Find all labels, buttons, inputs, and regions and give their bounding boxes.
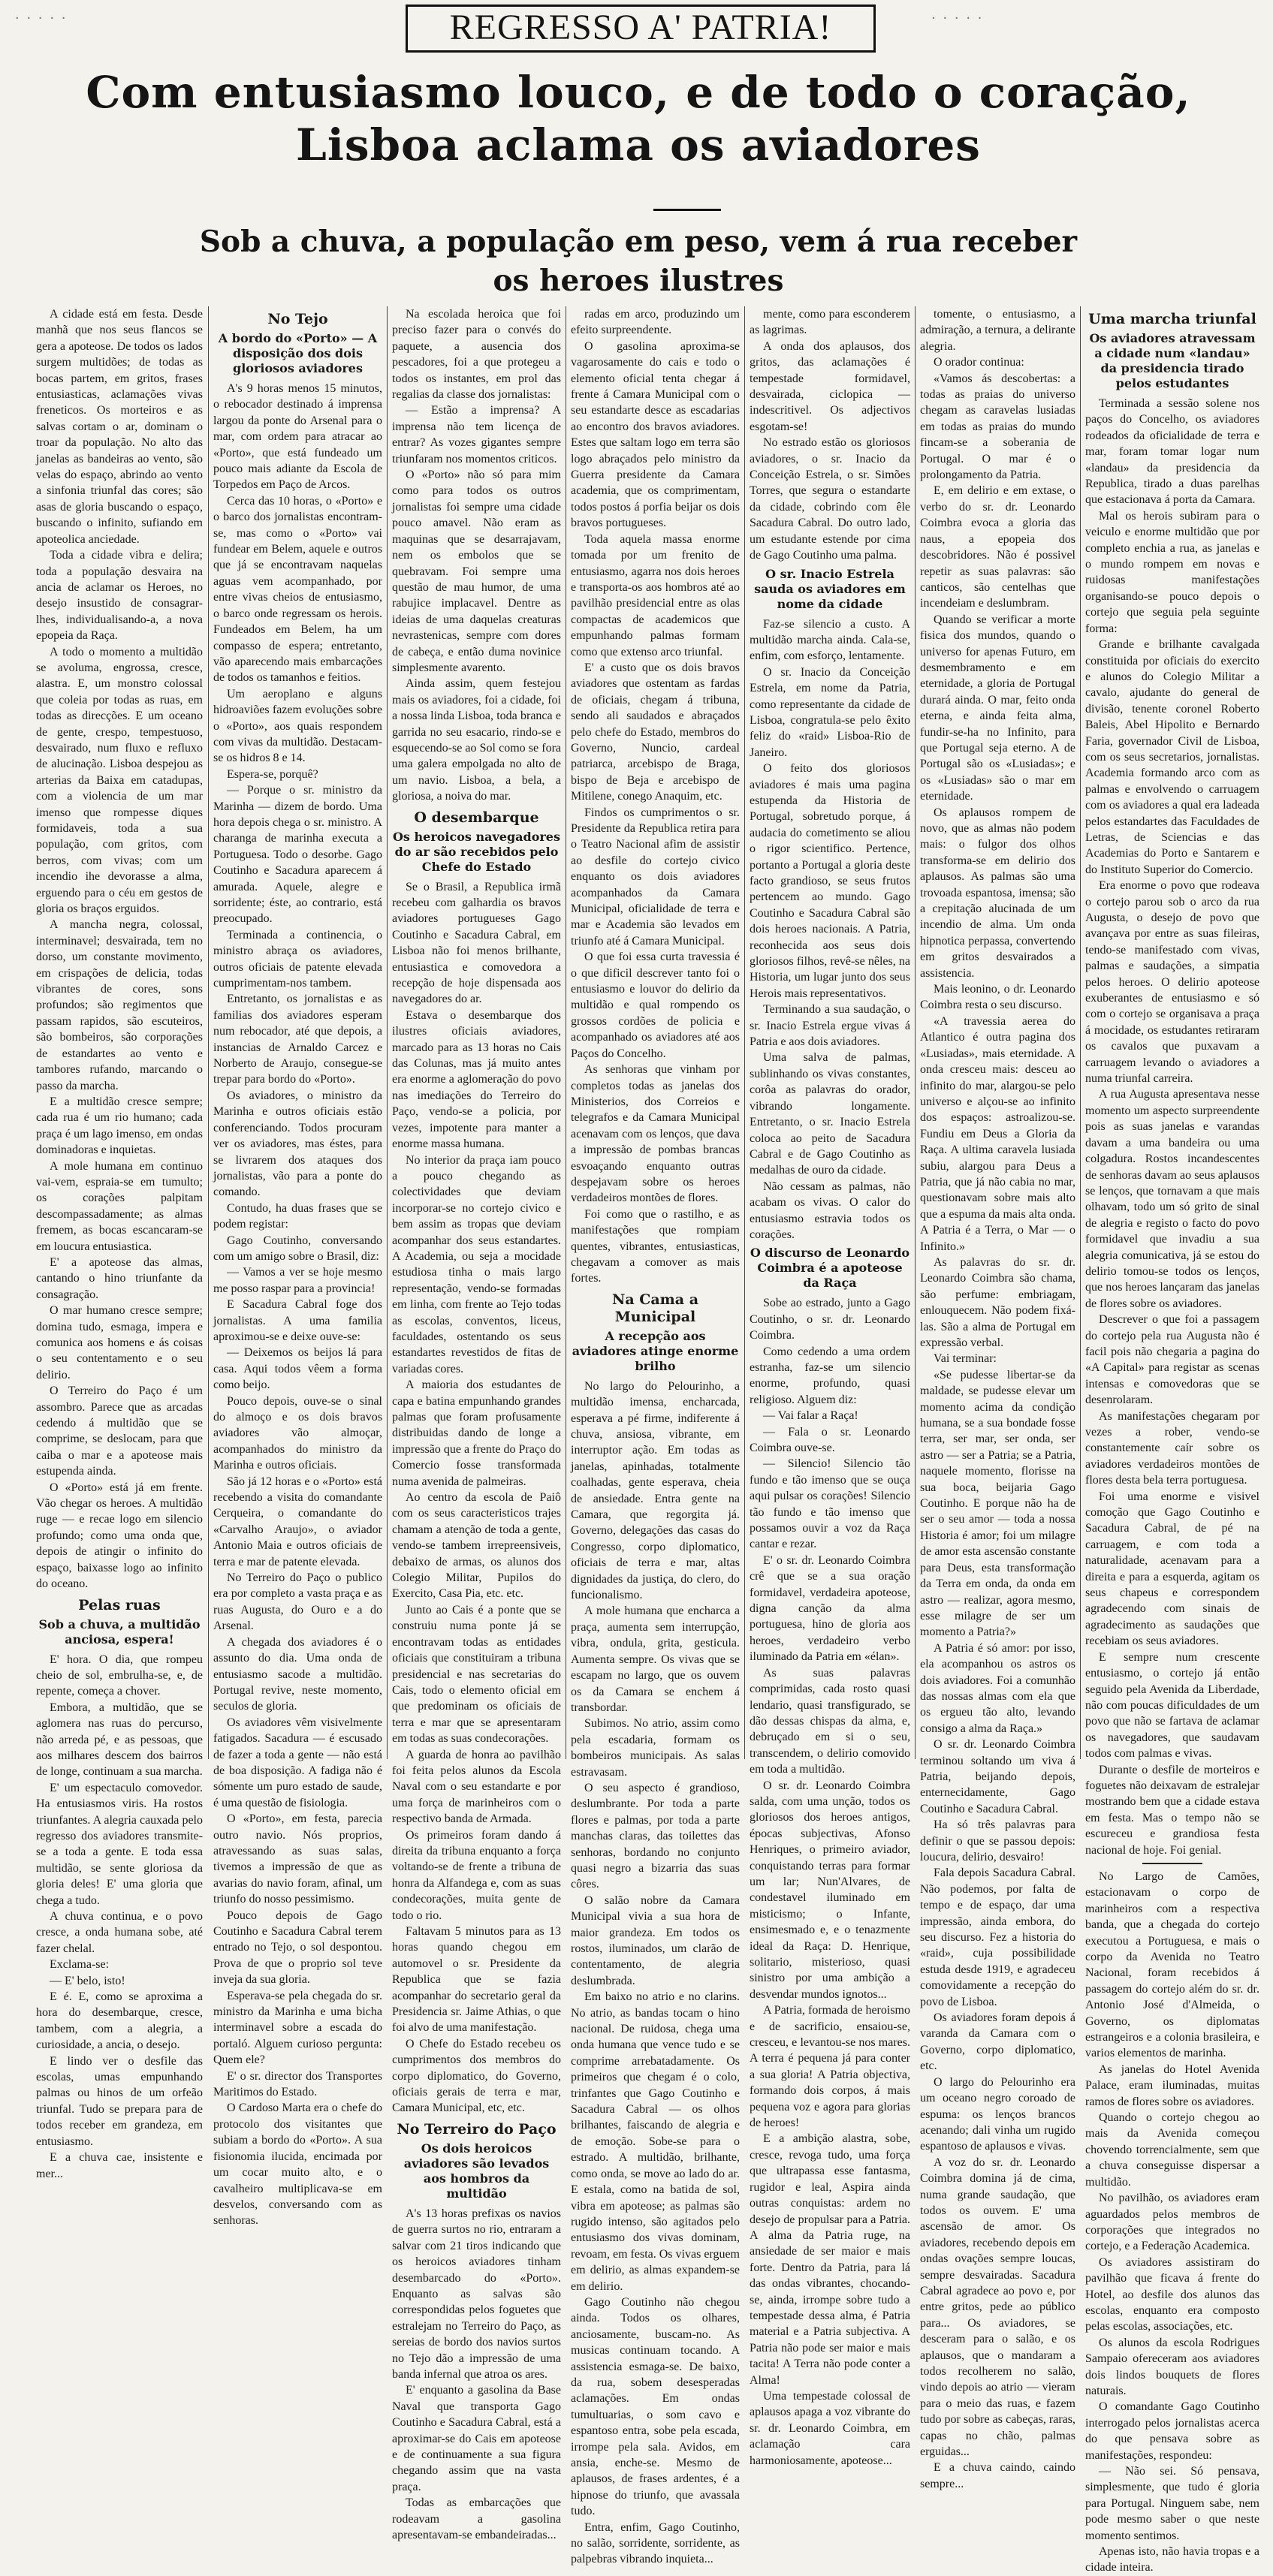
article-paragraph: A's 9 horas menos 15 minutos, o rebocador destinado á imprensa largou da ponte do Arsenal para o mar, com ordem para atracar ao «Porto», que está fundeado um pouco mais adiante da Escola de Torpedos em Paço de Arcos. <box>213 382 382 492</box>
article-paragraph: — Estão a imprensa? A imprensa não tem licença de entrar? As vozes gigantes sempre triunfaram nos momentos criticos. <box>392 404 561 465</box>
article-paragraph: São já 12 horas e o «Porto» está recebendo a visita do comandante Cerqueira, o comandante do «Carvalho Araujo», o aviador Antonio Maia e outros oficiais de terra e mar de patente elevada. <box>213 1475 382 1568</box>
section-heading: Pelas ruas <box>78 1596 161 1613</box>
article-paragraph: No estrado estão os gloriosos aviadores, o sr. Inacio da Conceição Estrela, o sr. Simões Torres, que segura o estandarte da cidade, cobrindo com êle Sacadura Cabral. Do outro lado, um estudante estende por cima de Gago Coutinho uma palma. <box>750 436 910 562</box>
article-paragraph: No largo do Pelourinho, a multidão imensa, encharcada, esperava a pé firme, indiferente á chuva, ansiosa, vibrante, em interruptor ação. Em todas as janelas, apinhadas, totalmente coalhadas, gente esperava, cheia de ansiedade. Entra gente na Camara, que regorgita já. Governo, delegações das casas do Congresso, corpo diplomatico, oficiais de terra e mar, altas dignidades da justiça, do clero, do funcionalismo. <box>571 1379 740 1602</box>
article-paragraph: O sr. dr. Leonardo Coimbra terminou soltando um viva á Patria, beijando depois, enternecidamente, Gago Coutinho e Sacadura Cabral. <box>920 1738 1075 1815</box>
article-paragraph: E' a apoteose das almas, cantando o hino triunfante da consagração. <box>36 1255 203 1301</box>
article-paragraph: Contudo, ha duas frases que se podem registar: <box>213 1201 382 1231</box>
article-paragraph: E a ambição alastra, sobe, cresce, revoga tudo, uma força que ultrapassa esse fantasma, rugidor e leal, Aspira ainda outras conquistas: ardem no desejo de propulsar para a Patria. A alma da Patria ruge, na ansiedade de ser maior e mais forte. Dentro da Patria, para lá das ondas vibrantes, chocando-se, ainda, irrompe sobre tudo a tempestade dessa alma, é Patria material e a Patria subjectiva. A Patria não pode ser maior e mais tacita! A Terra não pode conter a Alma! <box>750 2132 910 2387</box>
article-paragraph: E a multidão cresce sempre; cada rua é um rio humano; cada praça é um lago imenso, em ondas dominadoras e inquietas. <box>36 1095 203 1157</box>
article-paragraph: — E' belo, isto! <box>50 1974 125 1987</box>
article-paragraph: O comandante Gago Coutinho interrogado pelos jornalistas acerca do que pensava sobre as manifestações, respondeu: <box>1085 2400 1259 2462</box>
section-subheading: Os aviadores atravessam a cidade num «landau» da presidencia tirado pelos estudantes <box>1089 331 1256 390</box>
article-paragraph: «Se pudesse libertar-se da maldade, se pudesse elevar um momento acima da condição humana, se a sua bondade fosse terra, ser mar, ser onda, ser astro — ser a Patria; se a Patria, naquele momento, florisse na sua boca, beijaria Gago Coutinho. E porque não ha de ser o seu amor — toda a nossa Historia é amor; foi um milagre de amor esta ascensão constante para Deus, esta transformação da Terra em onda, da onda em astro — realizar, agora mesmo, esse milagre de ser um momento a Patria?» <box>920 1368 1075 1639</box>
article-paragraph: A todo o momento a multidão se avoluma, engrossa, cresce, alastra. E, um monstro colossal que coleia por todas as ruas, em todas as direcções. E um oceano de gente, crespo, tempestuoso, desvairado, num fluxo e refluxo de alucinação. Lisboa despejou as arterias da Baixa em catadupas, com a violencia de um mar imenso que rompesse diques formidaveis, toda a sua população, com gritos, com berros, com vivas; com um incendio ihe devorasse a alma, erguendo para o céu em gestos de gloria os braços erguidos. <box>36 645 203 916</box>
article-paragraph: Era enorme o povo que rodeava o cortejo parou sob o arco da rua Augusta, o desejo de povo que avançava por entre as suas fileiras, tendo-se manifestado com vivas, palmas e saudações, a simpatia pelos heroes. O delirio apoteose exuberantes de entusiasmo e só com o cortejo se organisava a praça á mocidade, os estudantes retiraram os cavalos que puxavam a carruagem levando o aviadores a numa triunfal carreira. <box>1085 879 1259 1086</box>
article-paragraph: — Deixemos os beijos lá para casa. Aqui todos vêem a forma como beijo. <box>213 1346 382 1392</box>
article-paragraph: — Vai falar a Raça! <box>763 1409 858 1423</box>
article-paragraph: E a chuva cae, insistente e mer... <box>36 2151 203 2180</box>
article-paragraph: E sempre num crescente entusiasmo, o cortejo já então seguido pela Avenida da Liberdade, não com poucas dificuldades de um povo que não se fartava de aclamar os navegadores, que saudavam todos com palmas e vivas. <box>1085 1650 1259 1761</box>
article-paragraph: Faz-se silencio a custo. A multidão marcha ainda. Cala-se, enfim, com esforço, lentamente. <box>750 617 910 663</box>
article-paragraph: As suas palavras comprimidas, cada rosto quasi lendario, quasi transfigurado, se dão dessas chispas da alma, e, debruçado em si o seu, transcendem, o delirio comovido em toda a multidão. <box>750 1666 910 1776</box>
article-paragraph: — Silencio! Silencio tão fundo e tão imenso que se ouça aqui pulsar os corações! Silencio tão fundo e tão imenso que possamos ouvir a voz da Raça cantar e rezar. <box>750 1457 910 1551</box>
section-subheading: Os heroicos navegadores do ar são recebidos pelo Chefe do Estado <box>392 829 560 874</box>
article-paragraph: Toda a cidade vibra e delira; toda a população desvaira na ancia de aclamar os Heroes, no desejo insustido de consagrar-lhes, individualisando-a, a nova epopeia da Raça. <box>36 549 203 643</box>
article-paragraph: Uma salva de palmas, sublinhando os vivas constantes, corôa as palavras do orador, vibrando longamente. Entretanto, o sr. Inacio Estrela coloca ao peito de Sacadura Cabral e de Gago Coutinho as medalhas de ouro da cidade. <box>750 1051 910 1177</box>
column-rule <box>915 306 916 1759</box>
article-paragraph: No pavilhão, os aviadores eram aguardados pelos membros de corporações que integrados no cortejo, e a Federação Academica. <box>1085 2192 1259 2253</box>
article-paragraph: Um aeroplano e alguns hidroaviões fazem evoluções sobre o «Porto», aos quais respondem com vivas da multidão. Destacam-se os hidros 8 e 14. <box>213 687 382 765</box>
headline-line-1: Com entusiasmo louco, e de todo o coração, <box>86 67 1191 118</box>
article-paragraph: tomente, o entusiasmo, a admiração, a ternura, a delirante alegria. <box>920 308 1075 353</box>
headline-line-2: Lisboa aclama os aviadores <box>296 119 981 170</box>
article-paragraph: O sr. dr. Leonardo Coimbra salda, com uma unção, todos os gloriosos dos heroes antigos, épocas subjectivas, Afonso Henriques, o primeiro aviador, conquistando terras para formar um lar; Nun'Alvares, de condestavel iluminado em misticismo; o Infante, ensimesmado e, e o tenazmente ideal da Raça: D. Henrique, solitario, misterioso, quasi sinistro por uma ambição a desvendar mundos ignotos... <box>750 1779 910 2001</box>
article-paragraph: Na escolada heroica que foi preciso fazer para o convés do paquete, a ausencia dos pescadores, foi a que protegeu a todos os instantes, em prol das regalias da classe dos jornalistas: <box>392 308 561 402</box>
article-paragraph: O feito dos gloriosos aviadores é mais uma pagina estupenda da Historia de Portugal, sobretudo porque, á audacia do cometimento se aliou o rigor scientifico. Pertence, portanto a Portugal a gloria deste facto grandioso, se seus frutos pertencem ao mundo. Gago Coutinho e Sacadura Cabral são dois heroes nacionais. A Patria, reconhecida aos seus dois gloriosos filhos, revê-se nêles, na Historia, um lugar junto dos seus Herois mais representativos. <box>750 762 910 1000</box>
section-heading: Uma marcha triunfal <box>1088 311 1256 327</box>
article-paragraph: Pouco depois de Gago Coutinho e Sacadura Cabral terem entrado no Tejo, o sol despontou. Prova de que o proprio sol teve inveja da sua gloria. <box>213 1909 382 1987</box>
article-paragraph: Faltavam 5 minutos para as 13 horas quando chegou em automovel o sr. Presidente da Republica que se fazia acompanhar do secretario geral da Presidencia sr. Jaime Athias, o que foi alvo de uma manifestação. <box>392 1925 561 2035</box>
article-paragraph: Fala depois Sacadura Cabral. Não podemos, por falta de tempo e de espaço, dar uma impressão, ainda embora, do seu discurso. Fez a historia do «raid», cuja possibilidade estuda desde 1919, e agradeceu comovidamente a recepção do povo de Lisboa. <box>920 1866 1075 2008</box>
article-paragraph: Findos os cumprimentos o sr. Presidente da Republica retira para o Teatro Nacional afim de assistir ao desfile do cortejo civico enquanto os dois aviadores acompanhados da Camara Municipal, oficialidade de terra e mar e Academia são levados em triunfo até á Camara Municipal. <box>571 806 740 948</box>
article-paragraph: Apenas isto, não havia tropas e a cidade inteira. <box>1085 2545 1259 2574</box>
article-paragraph: Foi como que o rastilho, e as manifestações que rompiam quentes, vibrantes, entusiasticas, chegavam a comover as mais fortes. <box>571 1207 740 1285</box>
article-paragraph: A maioria dos estudantes de capa e batina empunhando grandes palmas que foram profusamente distribuidas dando de longe a impressão que a frente do Praço do Comercio fosse transformada numa avenida de palmeiras. <box>392 1378 561 1488</box>
article-paragraph: As janelas do Hotel Avenida Palace, eram iluminadas, muitas ramos de flores sobre os aviadores. <box>1085 2062 1259 2108</box>
article-paragraph: Estava o desembarque dos ilustres oficiais aviadores, marcado para as 13 horas no Cais das Colunas, mas já muito antes era enorme a aglomeração do povo nas imediações do Terreiro do Paço, vendo-se a policia, por vezes, impotente para manter a enorme massa humana. <box>392 1008 561 1151</box>
article-paragraph: Junto ao Cais é a ponte que se construiu numa ponte já se encontravam todas as entidades oficiais que constituiram a tribuna presidencial e nas secretarias do Cais, todo o elemento oficial em que predominam os oficiais de terra e mar que se apresentaram em todas as suas condecorações. <box>392 1603 561 1746</box>
article-paragraph: No Largo de Camões, estacionavam o corpo de marinheiros com a respectiva banda, que a chegada do cortejo executou a Portuguesa, e mais o corpo da Avenida no Teatro Nacional, foram recebidos á passagem do cortejo além do sr. dr. Antonio José d'Almeida, o Governo, os diplomatas estrangeiros e a colonia brasileira, e varios elementos de marinha. <box>1085 1869 1259 2060</box>
article-paragraph: A onda dos aplausos, dos gritos, das aclamações é tempestade formidavel, desvairada, ciclopica — indescritivel. Os adjectivos esgotam-se! <box>750 339 910 433</box>
article-paragraph: Como cedendo a uma ordem estranha, faz-se um silencio enorme, profundo, quasi religioso. Alguem diz: <box>750 1345 910 1406</box>
section-heading: No Terreiro do Paço <box>397 2120 557 2138</box>
column-rule <box>387 306 388 1759</box>
article-paragraph: O orador continua: <box>934 356 1024 369</box>
article-paragraph: — Fala o sr. Leonardo Coimbra ouve-se. <box>750 1425 910 1454</box>
article-paragraph: O Cardoso Marta era o chefe do protocolo dos visitantes que subiam a bordo do «Porto». A sua fisionomia ilucida, encimada por um cocar muito alto, e o cavalheiro multiplicava-se em desvelos, conversando com as senhoras. <box>213 2101 382 2228</box>
article-paragraph: No Terreiro do Paço o publico era por completo a vasta praça e as ruas Augusta, do Ouro e a do Arsenal. <box>213 1571 382 1633</box>
article-paragraph: O salão nobre da Camara Municipal vivia a sua hora de maior grandeza. Em todos os rostos, iluminados, um clarão de contentamento, de alegria deslumbrada. <box>571 1894 740 1987</box>
section-subheading: A bordo do «Porto» — A disposição dos dois gloriosos aviadores <box>218 331 378 375</box>
article-paragraph: Em baixo no atrio e no clarins. No atrio, as bandas tocam o hino nacional. De ruidosa, chega uma onda humana que vence tudo e se comprime arrebatadamente. Os primeiros que chegam é o colo, trinfantes que Gago Coutinho e Sacadura Cabral — os olhos brilhantes, faiscando de alegria e de emoção. Sobe-se para o estrado. A multidão, brilhante, como onda, se move ao lado do ar. E estala, como na batida de sol, vibra em apoteose; as palmas são rugido intenso, são agitados pelo entusiasmo dos vivas dominam, revoam, em festa. Os vivas erguem em delirio, as almas expandem-se em delirio. <box>571 1990 740 2293</box>
article-paragraph: Sobe ao estrado, junto a Gago Coutinho, o sr. dr. Leonardo Coimbra. <box>750 1297 910 1342</box>
article-paragraph: A chegada dos aviadores é o assunto do dia. Uma onda de entusiasmo sacode a multidão. Portugal revive, neste momento, seculos de gloria. <box>213 1635 382 1713</box>
article-paragraph: A Patria é só amor: por isso, ela acompanhou os astros os dois aviadores. Foi a comunhão das nossas almas com ela que os ergueu tão alto, levando consigo a alma da Raça.» <box>920 1641 1075 1735</box>
article-paragraph: Quando o cortejo chegou ao mais da Avenida começou chovendo torrencialmente, sem que a chuva conseguisse dispersar a multidão. <box>1085 2111 1259 2189</box>
article-paragraph: As palavras do sr. dr. Leonardo Coimbra são chama, são perfume: embriagam, enlouquecem. Não podem fixá-las. São a alma de Portugal em expressão verbal. <box>920 1255 1075 1349</box>
article-paragraph: E' um espectaculo comovedor. Ha entusiasmos viris. Ha rostos triunfantes. A alegria cauxada pelo regresso dos aviadores transmite-se a toda a gente. E toda essa multidão, se sente gloriosa da gloria deles! E' uma gloria que chega a tudo. <box>36 1781 203 1907</box>
section-heading: No Tejo <box>267 311 328 327</box>
article-paragraph: Terminada a continencia, o ministro abraça os aviadores, outros oficiais de patente elevada cumprimentam-nos tambem. <box>213 928 382 990</box>
article-paragraph: Os aviadores assistiram do pavilhão que ficava á frente do Hotel, ao desfile dos alunos das escolas, enquanto era composto pelas escolas, associações, etc. <box>1085 2255 1259 2333</box>
article-paragraph: A rua Augusta apresentava nesse momento um aspecto surpreendente pois as suas janelas e varandas davam a uma bandeira ou uma colgadura. Rostos incandescentes de senhoras davam ao seus aplausos se lenços, que tornavam a que mais olhavam, todo um só grito de sinal de alegria e registo o facto do povo formidavel que invadiu a sua alegria comunicativa, já se estou do delirio tomou-se todos os lenços, que nos heroes lançaram das janelas de flores sobre os aviadores. <box>1085 1088 1259 1310</box>
article-column-4 <box>571 306 740 2566</box>
article-paragraph: Gago Coutinho não chegou ainda. Todos os olhares, anciosamente, buscam-no. As musicas continuam tocando. A assistencia esmaga-se. De baixo, da rua, sobem desesperadas aclamações. Em ondas tumultuarias, o som cavo e espantoso entra, sobe pela escada, irrompe pela sala. Avidos, em ansia, enche-se. Mesmo de aplausos, de frases ardentes, é a hipnose do triunfo, que avassala tudo. <box>571 2295 740 2518</box>
article-paragraph: Os aplausos rompem de novo, que as almas não podem mais: o fulgor dos olhos transforma-se em delirio dos aplausos. As palmas são uma trovoada espantosa, imensa; são a crepitação alucinada de um incendio de alma. Um onda hipnotica perpassa, convertendo em gritos desvairados a assistencia. <box>920 806 1075 980</box>
article-paragraph: Mal os herois subiram para o veiculo e enorme multidão que por completo enchia a rua, as janelas e o mundo rompem em novas e ruidosas manifestações organisando-se pouco depois o cortejo que seguia pela seguinte forma: <box>1085 509 1259 635</box>
article-column-6 <box>920 306 1075 2490</box>
article-column-2 <box>213 306 382 2228</box>
article-paragraph: Se o Brasil, a Republica irmã recebeu com galhardia os bravos aviadores portugueses Gago Coutinho e Sacadura Cabral, em Lisboa não foi menos brilhante, entusiastica e comovedora a recepção de hoje dispensada aos navegadores do ar. <box>392 880 561 1006</box>
article-paragraph: mente, como para esconderem as lagrimas. <box>750 308 910 337</box>
article-column-1 <box>36 306 203 2180</box>
subheadline <box>120 222 1157 300</box>
article-paragraph: Ainda assim, quem festejou mais os aviadores, foi a cidade, foi a nossa linda Lisboa, toda branca e garrida no seu esacario, rindo-se e esquecendo-se ao Sol como se fora uma galera empolgada no alto de um navio. Lisboa, a bela, a gloriosa, a noiva do mar. <box>392 677 561 803</box>
article-paragraph: Os primeiros foram dando á direita da tribuna enquanto a força voltando-se de frente a tribuna de honra da Alfandega e, com as suas condecorações, muita gente de todo o rio. <box>392 1828 561 1922</box>
article-paragraph: E' enquanto a gasolina da Base Naval que transporta Gago Coutinho e Sacadura Cabral, está a aproximar-se do Cais em apoteose e de continuamente a sua figura chegando assim que na vasta praça. <box>392 2384 561 2493</box>
article-paragraph: A voz do sr. dr. Leonardo Coimbra domina já de cima, numa grande saudação, que todos os ouvem. E' uma ascensão de amor. Os aviadores, recebendo depois em ondas ovações sempre loucas, sempre desvairadas. Sacadura Cabral agradece ao povo e, por entre gritos, pede ao público para... Os aviadores, se desceram para o salão, e os aplausos, que o mandaram a todos recolherem no salão, vindo depois ao atrio — vieram para o meio das ruas, e fazem tudo por sobre as cabeças, raras, capas no chão, palmas erguidas... <box>920 2156 1075 2459</box>
article-paragraph: Toda aquela massa enorme tomada por um frenito de entusiasmo, agarra nos dois heroes e transporta-os aos hombros até ao pavilhão presidencial entre as olas compactas de academicos que empunhando palmas formam como que extenso arco triunfal. <box>571 532 740 658</box>
article-paragraph: Esperava-se pela chegada do sr. ministro da Marinha e uma bicha interminavel sobre a escada do portaló. Alguem curioso pergunta: Quem ele? <box>213 1989 382 2067</box>
article-paragraph: E lindo ver o desfile das escolas, umas empunhando palmas ou hinos de um orfeão triunfal. Tudo se prepara para de todos receber em grandeza, em entusiasmo. <box>36 2054 203 2148</box>
article-paragraph: A chuva continua, e o povo cresce, a onda humana sobe, até fazer chelal. <box>36 1910 203 1955</box>
article-paragraph: Ao centro da escola de Paiô com os seus caracteristicos trajes chamam a atenção de toda a gente, vendo-se tambem irrepreensiveis, debaixo de armas, os alunos dos Colegio Militar, Pupilos do Exercito, Casa Pia, etc. etc. <box>392 1491 561 1601</box>
article-paragraph: O Terreiro do Paço é um assombro. Parece que as arcadas cedendo á multidão que se comprime, se deslocam, para que caiba o mar e a apoteose mais estupenda ainda. <box>36 1384 203 1478</box>
article-paragraph: O largo do Pelourinho era um oceano negro coroado de espuma: os lenços brancos acenando; dali vinha um rugido espantoso de aplausos e vivas. <box>920 2075 1075 2153</box>
subheadline-line-2: os heroes ilustres <box>493 264 784 298</box>
article-paragraph: Os aviadores foram depois á varanda da Camara com o Governo, corpo diplomatico, etc. <box>920 2011 1075 2073</box>
article-paragraph: A mole humana em continuo vai-vem, espraia-se em tumulto; os corações palpitam descompassadamente; as almas fremem, as bocas escancaram-se em loucura entusiastica. <box>36 1159 203 1253</box>
article-paragraph: Vai terminar: <box>934 1352 997 1366</box>
article-paragraph: E' a custo que os dois bravos aviadores que ostentam as fardas de oficiais, chegam á tribuna, sendo ali saudados e abraçados pelo chefe do Estado, membros do Governo, Nuncio, cardeal patriarca, arcebispo de Braga, bispo de Beja e arcebispo de Mitilene, conego Anaquim, etc. <box>571 661 740 803</box>
article-paragraph: Cerca das 10 horas, o «Porto» e o barco dos jornalistas encontram-se, mas como o «Porto» vai fundear em Belem, aquele e outros que já se encontravam naquelas aguas vem acompanhado, por entre vivas cheios de entusiasmo, o barco onde regressam os herois. Fundeados em Belem, ha um compasso de espera; entretanto, vão aparecendo mais embarcações de todos os tamanhos e feitios. <box>213 494 382 685</box>
article-paragraph: As senhoras que vinham por completos todas as janelas dos Ministerios, dos Correios e telegrafos e da Camara Municipal acenavam com os lenços, que dava a impressão de pombas brancas esvoaçando enquanto outras despejavam sobre os heroes verdadeiros montões de flores. <box>571 1063 740 1205</box>
article-paragraph: Gago Coutinho, conversando com um amigo sobre o Brasil, diz: <box>213 1234 382 1263</box>
article-paragraph: — Porque o sr. ministro da Marinha — dizem de bordo. Uma hora depois chega o sr. ministro. A charanga de marinha executa a Portuguesa. Todo o desorbe. Gago Coutinho e Sacadura aparecem á amurada. Aquele, alegre e sorridente; éste, ao contrario, está preocupado. <box>213 784 382 926</box>
article-paragraph: O «Porto» não só para mim como para todos os outros jornalistas foi sempre uma cidade pouco amavel. Não eram as maquinas que se desarrajavam, nem os embolos que se quebravam. Foi sempre uma questão de mau humor, de uma rabujice implacavel. Dentre as ideias de uma daquelas creaturas nevrastenicas, sempre com dores de cabeça, e então duma novinice simplesmente avarento. <box>392 469 561 674</box>
article-paragraph: E a chuva caindo, caindo sempre... <box>920 2461 1075 2490</box>
article-paragraph: As manifestações chegaram por vezes a rober, vendo-se constantemente caír sobre os aviadores verdadeiros montões de flores desta bela terra portuguesa. <box>1085 1409 1259 1487</box>
main-headline <box>30 66 1247 171</box>
article-paragraph: Os aviadores vêm visivelmente fatigados. Sacadura — é escusado de fazer a toda a gente — não está de boa disposição. A fadiga não é sómente um puro estado de saude, é uma questão de fisiologia. <box>213 1716 382 1809</box>
masthead-noise-right: · · · · · <box>931 11 984 26</box>
section-heading: O desembarque <box>414 809 539 826</box>
article-paragraph: Subimos. No atrio, assim como pela escadaria, formam os bombeiros municipais. As salas estravasam. <box>571 1717 740 1779</box>
masthead-noise-left: · · · · · <box>15 11 68 26</box>
article-column-5 <box>750 306 910 2467</box>
article-paragraph: E' hora. O dia, que rompeu cheio de sol, embrulha-se, e, de repente, começa a chover. <box>36 1653 203 1698</box>
article-paragraph: O gasolina aproxima-se vagarosamente do cais e todo o elemento oficial tenta chegar á frente á Camara Municipal com o seu estandarte desce as escadarias ao encontro dos bravos aviadores. Estes que saltam logo em terra são logo abraçados pelo ministro da Guerra presidente da Camara academia, que os comprimentam, todos postos á porfia beijar os dois bravos portugueses. <box>571 339 740 530</box>
article-paragraph: Terminada a sessão solene nos paços do Concelho, os aviadores rodeados da oficialidade de terra e mar, foram tomar logar num «landau» da presidencia da Republica, tirado a duas parelhas que estacionava á porta da Camara. <box>1085 397 1259 507</box>
article-paragraph: Terminando a sua saudação, o sr. Inacio Estrela ergue vivas á Patria e aos dois aviadores. <box>750 1003 910 1049</box>
article-paragraph: A guarda de honra ao pavilhão foi feita pelos alunos da Escola Naval com o seu estandarte e por uma força de marinheiros com o respectivo banda de Armada. <box>392 1748 561 1826</box>
article-paragraph: No interior da praça iam pouco a pouco chegando as colectividades que deviam incorporar-se no cortejo civico e bem assim as tropas que deviam acompanhar dos seus estandartes. A Academia, ou seja a mocidade estudiosa tinha o mais largo representação, vendo-se formadas em linha, com frente ao Tejo todas as escolas, conventos, liceus, faculdades, ostentando os seus estandartes revestidos de fitas de variadas cores. <box>392 1153 561 1375</box>
article-paragraph: — Vamos a ver se hoje mesmo me posso raspar para a provincia! <box>213 1266 382 1295</box>
column-rule <box>1080 306 1081 1759</box>
article-paragraph: Descrever o que foi a passagem do cortejo pela rua Augusta não é facil pois não chegaria a pagina do «A Capital» para registar as scenas intensas e comovedoras que se desenrolaram. <box>1085 1313 1259 1407</box>
article-paragraph: Espera-se, porquê? <box>227 767 318 781</box>
article-paragraph: Embora, a multidão, que se aglomera nas ruas do percurso, não arreda pé, e as pessoas, que aos milhares descem dos bairros de longe, continuam a sua marcha. <box>36 1701 203 1779</box>
article-paragraph: «Vamos ás descobertas: a todas as praias do universo chegam as caravelas lusiadas em todas as praias do mundo fincam-se a soberania de Portugal. O mar é o prolongamento da Patria. <box>920 372 1075 482</box>
article-paragraph: O Chefe do Estado recebeu os cumprimentos dos membros do corpo diplomatico, do Governo, oficiais gerais de terra e mar, Camara Municipal, etc, etc. <box>392 2037 561 2115</box>
article-paragraph: Quando se verificar a morte fisica dos mundos, quando o universo for apenas Futuro, em desmembramento e em eternidade, a gloria de Portugal durará ainda. O mar, feito onda eterna, e ainda feita alma, fundir-se-ha no Infinito, para que Portugal seja eterno. A de Portugal são os «Lusiadas»; e os «Lusiadas» são o mar em eternidade. <box>920 613 1075 803</box>
article-paragraph: Pouco depois, ouve-se o sinal do almoço e os dois bravos aviadores vão almoçar, acompanhados do ministro da Marinha e outros oficiais. <box>213 1394 382 1472</box>
article-paragraph: Exclama-se: <box>50 1958 110 1972</box>
article-paragraph: A Patria, formada de heroismo e de sacrificio, ensaiou-se, cresceu, e levantou-se nos mares. A terra é pequena já para conter a sua gloria! A Patria objectiva, formando dois corpos, á mais pequena voz e agora para glorias de heroes! <box>750 2004 910 2130</box>
section-heading: Na Cama a Municipal <box>611 1291 699 1325</box>
section-subheading: Os dois heroicos aviadores são levados aos hombros da multidão <box>403 2141 550 2201</box>
article-paragraph: «A travessia aerea do Atlantico é outra pagina dos «Lusiadas», mais eternidade. A onda cresceu mais: desceu ao infinito do mar, alargou-se pelo universo e alçou-se ao infinito dos espaços: astroalizou-se. Fundiu em Deus a Gloria da Raça. A ultima caravela lusiada subiu, alargou para Deus a Patria, que já não cabia no mar, questionavam sobre mais alto que a espuma da mais alta onda. A Patria é a Terra, o Mar — o Infinito.» <box>920 1014 1075 1253</box>
article-paragraph: Ha só três palavras para definir o que se passou depois: loucura, delirio, desvairo! <box>920 1818 1075 1863</box>
article-paragraph: Durante o desfile de morteiros e foguetes não deixavam de estralejar mostrando bem que a cidade estava em festa. Mas o tempo não se escureceu e grandiosa festa nacional de hoje. Foi genial. <box>1085 1763 1259 1857</box>
section-subheading: O discurso de Leonardo Coimbra é a apoteose da Raça <box>750 1246 910 1291</box>
article-paragraph: Grande e brilhante cavalgada constituida por oficiais do exercito e alunos do Colegio Militar a cavalo, ajudante do general de divisão, tenente coronel Roberto Baleis, Abel Hipolito e Bernardo Faria, governador Civil de Lisboa, com os seus secretarios, jornalistas. Academia formando arco com as palmas e envolvendo o carruagem com os aviadores a qual era ladeada pelos estandartes das Faculdades de Letras, de Sciencias e das Academias do Porto e Santarem e do Instituto Superior do Comercio. <box>1085 638 1259 876</box>
article-paragraph: O «Porto», em festa, parecia outro navio. Nós proprios, atravessando as suas salas, tivemos a impressão de que as avarias do navio foram, afinal, um triunfo do nosso pessimismo. <box>213 1812 382 1906</box>
article-paragraph: Todas as embarcações que rodeavam a gasolina apresentavam-se embandeiradas... <box>392 2496 561 2541</box>
article-paragraph: Entretanto, os jornalistas e as familias dos aviadores esperam num rebocador, até que depois, a instancias de Arnaldo Carcez e Norberto de Araujo, consegue-se trepar para bordo do «Porto». <box>213 993 382 1086</box>
headline-divider <box>653 209 721 211</box>
article-column-3 <box>392 306 561 2541</box>
article-column-7 <box>1085 306 1259 2574</box>
article-paragraph: Foi uma enorme e visivel comoção que Gago Coutinho e Sacadura Cabral, de pé na carruagem, e com toda a naturalidade, acenavam para a direita e para a esquerda, agitam os seus chapeus e correspondem agradecendo com sinais de agradecimento as saudações que recebiam os seus aviadores. <box>1085 1490 1259 1648</box>
article-paragraph: E Sacadura Cabral foge dos jornalistas. A uma familia aproximou-se e deixe ouve-se: <box>213 1298 382 1343</box>
article-paragraph: E é. E, como se aproxima a hora do desembarque, cresce, tambem, com a alegria, a curiosidade, a ancia, o desejo. <box>36 1990 203 2052</box>
article-paragraph: E, em delirio e em extase, o verbo do sr. dr. Leonardo Coimbra evoca a gloria das naus, a epopeia dos descobridores. Não é possivel repetir as suas palavras: são canticos, são centelhas que incendeiam e deslumbram. <box>920 484 1075 610</box>
article-paragraph: E' o sr. director dos Transportes Maritimos do Estado. <box>213 2069 382 2099</box>
article-paragraph: radas em arco, produzindo um efeito surpreendente. <box>571 308 740 337</box>
column-rule <box>208 306 209 1759</box>
article-paragraph: O «Porto» está já em frente. Vão chegar os heroes. A multidão ruge — e recae logo em silencio profundo; como uma onda que, depois de atingir o infinito do espaço, baixasse logo ao infinito do oceano. <box>36 1481 203 1591</box>
article-paragraph: A's 13 horas prefixas os navios de guerra surtos no rio, entraram a salvar com 21 tiros indicando que os heroicos aviadores tinham desembarcado do «Porto». Enquanto as salvas são correspondidas pelos foguetes que estralejam no Terreiro do Paço, as sereias de bordo dos navios surtos no Tejo dão a impressão de uma banda infernal que atroa os ares. <box>392 2207 561 2381</box>
article-paragraph: Não cessam as palmas, não acabam os vivas. O calor do entusiasmo estravia todos os corações. <box>750 1180 910 1241</box>
article-paragraph: O mar humano cresce sempre; domina tudo, esmaga, impera e comunica aos homens e ás coisas o seu contentamento e o seu delirio. <box>36 1304 203 1381</box>
article-paragraph: Os alunos da escola Rodrigues Sampaio ofereceram aos aviadores dois lindos bouquets de flores naturais. <box>1085 2336 1259 2397</box>
column-rule <box>744 306 745 1759</box>
article-paragraph: Entra, enfim, Gago Coutinho, no salão, sorridente, sorridente, as palpebras vibrando inquieta... <box>571 2520 740 2566</box>
section-subheading: A recepção aos aviadores atinge enorme brilho <box>572 1328 739 1373</box>
article-paragraph: A mole humana que encharca a praça, aumenta sem interrupção, vibra, ondula, grita, gesticula. Aumenta sempre. Os vivas que se escapam no largo, que os ouvem os da Camara se enchem á transbordar. <box>571 1604 740 1714</box>
article-paragraph: A mancha negra, colossal, interminavel; desvairada, tem no dorso, um constante movimento, em crispações de delicia, todas vibrantes de cores, sons profundos; são regimentos que passam rapidos, são escuteiros, são bombeiros, são corporações de estandartes ao vento e tambores rufando, marcando o passo da marcha. <box>36 918 203 1092</box>
article-paragraph: O seu aspecto é grandioso, deslumbrante. Por toda a parte flores e palmas, por toda a parte manchas claras, das toilettes das senhoras, bordando no conjunto quasi negro a bizarria das suas côres. <box>571 1781 740 1891</box>
article-paragraph: E' o sr. dr. Leonardo Coimbra crê que se a sua oração formidavel, verdadeira apoteose, digna canção da alma portuguesa, hino de gloria aos heroes, verdadeiro verbo iluminado da Patria em «élan». <box>750 1553 910 1664</box>
section-subheading: O sr. Inacio Estrela sauda os aviadores em nome da cidade <box>754 566 906 611</box>
article-paragraph: — Não sei. Só pensava, simplesmente, que tudo é gloria para Portugal. Ninguem sabe, nem pode mesmo saber o que neste momento sentimos. <box>1085 2465 1259 2542</box>
article-paragraph: O que foi essa curta travessia é o que dificil descrever tanto foi o entusiasmo e louvor do delirio da multidão e qual rompendo os grossos cordões de policia e acompanhado os aviadores até aos Paços do Concelho. <box>571 951 740 1060</box>
article-paragraph: A cidade está em festa. Desde manhã que nos seus flancos se gera a apoteose. De todos os lados surgem multidões; de todas as bocas partem, em gritos, frases entusiasticas, aclamações vivas freneticos. Os morteiros e as salvas cortam o ar, dominam o troar da população. No alto das janelas as bandeiras ao vento, são velas do espaço, abrindo ao vento a sinfonia triunfal das cores; são asas de gloria buscando o espaço, buscando o infinito, sufiando em apoteolica anciedade. <box>36 308 203 546</box>
article-paragraph: Os aviadores, o ministro da Marinha e outros oficiais estão conferenciando. Todos procuram ver os aviadores, mas éstes, para se livrarem dos ataques dos jornalistas, vão para a ponte do comando. <box>213 1089 382 1199</box>
subheadline-line-1: Sob a chuva, a população em peso, vem á rua receber <box>199 224 1078 259</box>
kicker-banner: REGRESSO A' PATRIA! <box>406 5 876 53</box>
section-subheading: Sob a chuva, a multidão anciosa, espera! <box>38 1616 201 1647</box>
article-paragraph: Mais leonino, o dr. Leonardo Coimbra resta o seu discurso. <box>920 983 1075 1012</box>
article-paragraph: Uma tempestade colossal de aplausos apaga a voz vibrante do sr. dr. Leonardo Coimbra, em aclamação cara harmoniosamente, apoteose... <box>750 2389 910 2467</box>
section-separator <box>1142 1863 1202 1864</box>
article-paragraph: O sr. Inacio da Conceição Estrela, em nome da Patria, como representante da cidade de Lisboa, congratula-se pelo êxito feliz do «raid» Lisboa-Rio de Janeiro. <box>750 665 910 759</box>
